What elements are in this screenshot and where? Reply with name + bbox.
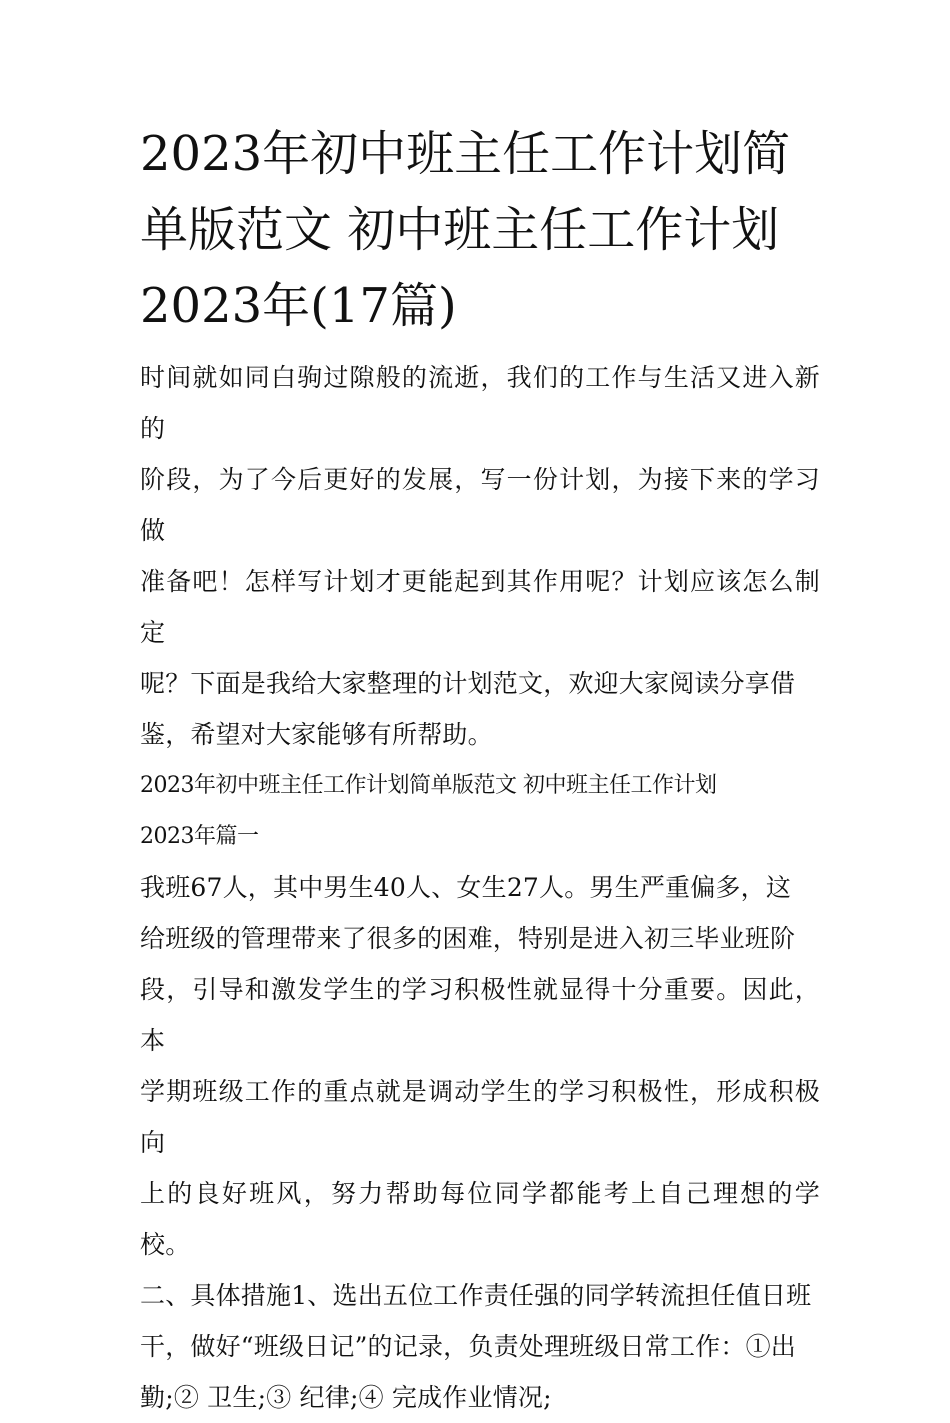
intro-line-2: 阶段，为了今后更好的发展，写一份计划，为接下来的学习做 xyxy=(140,465,820,545)
body-line-4: 学期班级工作的重点就是调动学生的学习积极性，形成积极向 xyxy=(140,1077,820,1157)
title-line-3: 2023年(17篇) xyxy=(140,278,457,334)
intro-paragraph xyxy=(140,352,820,760)
section-heading xyxy=(140,760,820,862)
body-line-1: 我班67人，其中男生40人、女生27人。男生严重偏多，这 xyxy=(140,873,792,902)
body-line-2: 给班级的管理带来了很多的困难，特别是进入初三毕业班阶 xyxy=(140,924,796,953)
intro-line-5: 鉴，希望对大家能够有所帮助。 xyxy=(140,720,493,749)
body-line-5: 上的良好班风，努力帮助每位同学都能考上自己理想的学校。 xyxy=(140,1179,820,1259)
title-line-1: 2023年初中班主任工作计划简 xyxy=(140,126,791,182)
body-line-8: 勤;② 卫生;③ 纪律;④ 完成作业情况; xyxy=(140,1383,552,1412)
document-page xyxy=(140,116,820,1423)
section-heading-line-1: 2023年初中班主任工作计划简单版范文 初中班主任工作计划 xyxy=(140,773,717,798)
body-paragraph xyxy=(140,862,820,1423)
intro-line-3: 准备吧！怎样写计划才更能起到其作用呢？计划应该怎么制定 xyxy=(140,567,820,647)
body-line-7: 干，做好“班级日记”的记录，负责处理班级日常工作：①出 xyxy=(140,1332,796,1361)
intro-line-4: 呢？下面是我给大家整理的计划范文，欢迎大家阅读分享借 xyxy=(140,669,796,698)
section-heading-line-2: 2023年篇一 xyxy=(140,824,259,849)
document-title xyxy=(140,116,820,344)
title-line-2: 单版范文 初中班主任工作计划 xyxy=(140,202,780,258)
body-line-3: 段，引导和激发学生的学习积极性就显得十分重要。因此，本 xyxy=(140,975,820,1055)
intro-line-1: 时间就如同白驹过隙般的流逝，我们的工作与生活又进入新的 xyxy=(140,363,820,443)
body-line-6: 二、具体措施1、选出五位工作责任强的同学转流担任值日班 xyxy=(140,1281,812,1310)
